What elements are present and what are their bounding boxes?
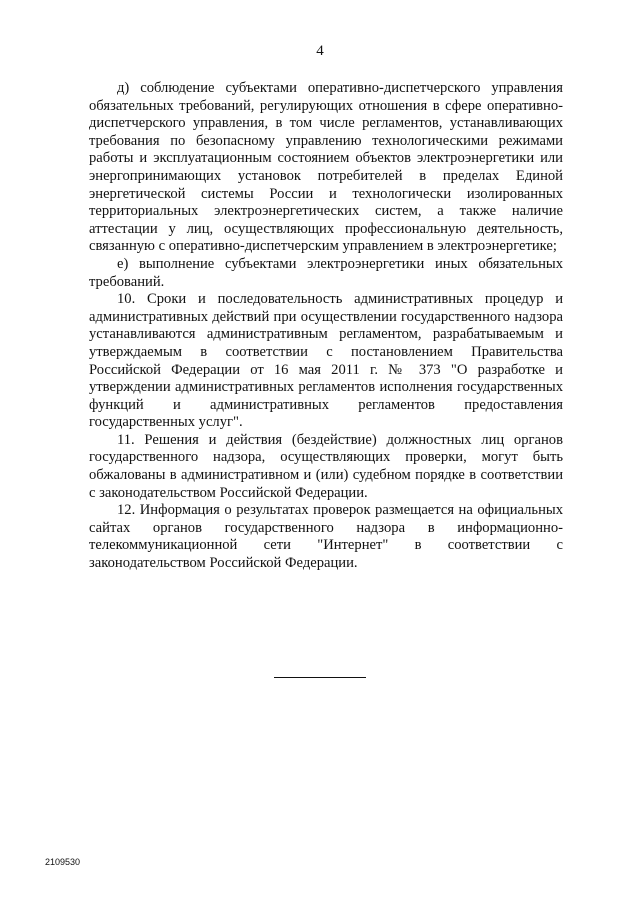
page-number: 4 bbox=[316, 43, 324, 59]
paragraph-d: д) соблюдение субъектами оперативно-диспетчерского управления обязательных требований, регулирующих отношения в сфере оперативно-диспетчерского управления, в том числе регламентов, устанавливающих требования по безопасному управлению технологическими режимами работы и эксплуатационным состоянием объектов электроэнергетики или энергопринимающих установок потребителей в пределах Единой энергетической системы России и технологически изолированных территориальных электроэнергетических систем, а также наличие аттестации у лиц, осуществляющих профессиональную деятельность, связанную с оперативно-диспетчерским управлением в электроэнергетике; bbox=[89, 80, 563, 255]
paragraph-e: е) выполнение субъектами электроэнергетики иных обязательных требований. bbox=[89, 255, 563, 290]
end-separator-line bbox=[274, 677, 366, 678]
paragraph-10: 10. Сроки и последовательность административных процедур и административных действий при осуществлении государственного надзора устанавливаются административным регламентом, разрабатываемым и утверждаемым в соответствии с постановлением Правительства Российской Федерации от 16 мая 2011 г. № 373 "О разработке и утверждении административных регламентов исполнения государственных функций и административных регламентов предоставления государственных услуг". bbox=[89, 291, 563, 431]
document-body bbox=[89, 80, 563, 573]
document-code: 2109530 bbox=[45, 857, 81, 867]
paragraph-11: 11. Решения и действия (бездействие) должностных лиц органов государственного надзора, осуществляющих проверки, могут быть обжалованы в административном и (или) судебном порядке в соответствии с законодательством Российской Федерации. bbox=[89, 431, 563, 501]
paragraph-12: 12. Информация о результатах проверок размещается на официальных сайтах органов государственного надзора в информационно-телекоммуникационной сети "Интернет" в соответствии с законодательством Российской Федерации. bbox=[89, 502, 563, 572]
